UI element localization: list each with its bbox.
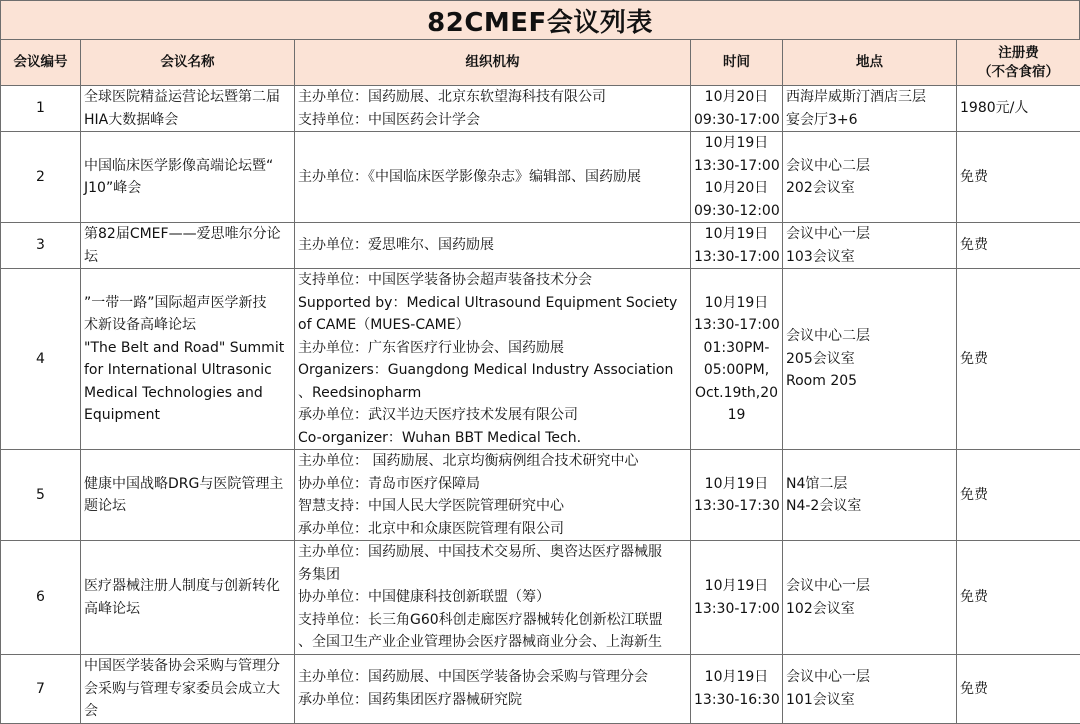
table-row [1,541,1080,655]
meeting-time-line: 10月19日 [694,666,779,689]
organizer-line: 务集团 [298,564,687,587]
meeting-time-line: 05:00PM, [694,359,779,382]
meeting-name-line: Medical Technologies and [84,382,291,405]
meeting-place-line: 会议中心一层 [786,575,953,598]
meeting-time-line: 01:30PM- [694,337,779,360]
organizers [295,223,691,269]
organizer-line: 主办单位：《中国临床医学影像杂志》编辑部、国药励展 [298,166,687,189]
meeting-name-line: for International Ultrasonic [84,359,291,382]
meeting-name-line: Equipment [84,404,291,427]
meeting-place-line: 西海岸威斯汀酒店三层 [786,86,953,109]
meeting-number: 6 [1,541,81,655]
header-no: 会议编号 [1,40,81,86]
meeting-name-line: J10”峰会 [84,177,291,200]
meeting-place-line: 会议中心二层 [786,155,953,178]
meeting-place [783,223,957,269]
organizer-line: 承办单位：国药集团医疗器械研究院 [298,689,687,712]
meeting-place-line: 202会议室 [786,177,953,200]
meeting-place [783,86,957,132]
meeting-time-line: Oct.19th,20 [694,382,779,405]
meeting-name-line: 第82届CMEF——爱思唯尔分论 [84,223,291,246]
meeting-number: 7 [1,655,81,724]
header-place: 地点 [783,40,957,86]
meeting-name-line: "The Belt and Road" Summit [84,337,291,360]
meeting-place [783,655,957,724]
meeting-name [81,223,295,269]
organizers [295,450,691,541]
registration-fee: 免费 [957,132,1080,223]
meeting-place-line: 103会议室 [786,246,953,269]
table-body [1,86,1080,724]
registration-fee: 免费 [957,450,1080,541]
organizer-line: Co-organizer：Wuhan BBT Medical Tech. [298,427,687,450]
meeting-time [691,450,783,541]
meeting-time-line: 13:30-17:30 [694,495,779,518]
meeting-number: 2 [1,132,81,223]
meeting-time [691,541,783,655]
meeting-time-line: 09:30-17:00 [694,109,779,132]
meeting-time [691,223,783,269]
table-row [1,450,1080,541]
organizer-line: 协办单位：青岛市医疗保障局 [298,473,687,496]
organizer-line: 主办单位：广东省医疗行业协会、国药励展 [298,337,687,360]
organizer-line: Organizers：Guangdong Medical Industry Association [298,359,687,382]
meeting-name-line: 术新设备高峰论坛 [84,314,291,337]
meeting-name-line: HIA大数据峰会 [84,109,291,132]
page-title: 82CMEF会议列表 [0,0,1080,39]
organizer-line: of CAME（MUES-CAME） [298,314,687,337]
registration-fee: 免费 [957,269,1080,450]
table-row [1,223,1080,269]
meeting-place [783,541,957,655]
header-fee-line2: （不含食宿） [960,63,1077,82]
meeting-time-line: 13:30-16:30 [694,689,779,712]
meeting-time-line: 13:30-17:00 [694,246,779,269]
organizer-line: 智慧支持：中国人民大学医院管理研究中心 [298,495,687,518]
meeting-place-line: 101会议室 [786,689,953,712]
meeting-time [691,655,783,724]
meeting-place [783,132,957,223]
organizer-line: 、全国卫生产业企业管理协会医疗器械商业分会、上海新生 [298,631,687,654]
meeting-name [81,86,295,132]
meeting-number: 1 [1,86,81,132]
meeting-time-line: 10月19日 [694,473,779,496]
table-row [1,132,1080,223]
meeting-time-line: 10月19日 [694,575,779,598]
meeting-time-line: 10月19日 [694,223,779,246]
meeting-name-line: 中国医学装备协会采购与管理分 [84,655,291,678]
header-org: 组织机构 [295,40,691,86]
meeting-name [81,132,295,223]
organizer-line: 协办单位：中国健康科技创新联盟（筹） [298,586,687,609]
registration-fee: 免费 [957,655,1080,724]
meeting-name [81,541,295,655]
meeting-name-line: 中国临床医学影像高端论坛暨“ [84,155,291,178]
meeting-place-line: N4-2会议室 [786,495,953,518]
organizers [295,269,691,450]
registration-fee: 免费 [957,541,1080,655]
meeting-time-line: 09:30-12:00 [694,200,779,223]
organizer-line: 主办单位：爱思唯尔、国药励展 [298,234,687,257]
meeting-number: 5 [1,450,81,541]
meeting-time [691,86,783,132]
meeting-time-line: 13:30-17:00 [694,598,779,621]
organizers [295,541,691,655]
organizer-line: 支持单位：中国医药会计学会 [298,109,687,132]
organizer-line: Supported by：Medical Ultrasound Equipment Society [298,292,687,315]
meeting-name-line: 会采购与管理专家委员会成立大 [84,678,291,701]
meeting-name-line: 会 [84,700,291,723]
meeting-place-line: 会议中心一层 [786,223,953,246]
meeting-table [0,39,1080,724]
meeting-name [81,655,295,724]
header-fee-line1: 注册费 [960,44,1077,63]
meeting-time-line: 10月20日 [694,86,779,109]
meeting-time-line: 10月20日 [694,177,779,200]
meeting-name-line: 坛 [84,246,291,269]
header-time: 时间 [691,40,783,86]
meeting-name-line: ”一带一路”国际超声医学新技 [84,292,291,315]
organizers [295,655,691,724]
meeting-place [783,450,957,541]
meeting-name-line: 全球医院精益运营论坛暨第二届 [84,86,291,109]
meeting-time-line: 19 [694,404,779,427]
table-row [1,86,1080,132]
meeting-place-line: N4馆二层 [786,473,953,496]
organizers [295,86,691,132]
organizer-line: 支持单位：中国医学装备协会超声装备技术分会 [298,269,687,292]
meeting-place [783,269,957,450]
organizer-line: 主办单位：国药励展、中国医学装备协会采购与管理分会 [298,666,687,689]
meeting-time-line: 13:30-17:00 [694,155,779,178]
meeting-number: 3 [1,223,81,269]
table-row [1,269,1080,450]
meeting-name-line: 医疗器械注册人制度与创新转化 [84,575,291,598]
meeting-time-line: 10月19日 [694,292,779,315]
meeting-time [691,132,783,223]
organizer-line: 主办单位： 国药励展、北京均衡病例组合技术研究中心 [298,450,687,473]
meeting-name-line: 题论坛 [84,495,291,518]
organizer-line: 承办单位：武汉半边天医疗技术发展有限公司 [298,404,687,427]
header-row [1,40,1080,86]
organizer-line: 主办单位：国药励展、中国技术交易所、奥咨达医疗器械服 [298,541,687,564]
registration-fee: 1980元/人 [957,86,1080,132]
meeting-place-line: 宴会厅3+6 [786,109,953,132]
header-fee [957,40,1080,86]
organizer-line: 承办单位：北京中和众康医院管理有限公司 [298,518,687,541]
organizer-line: 、Reedsinopharm [298,382,687,405]
meeting-name [81,269,295,450]
meeting-time-line: 10月19日 [694,132,779,155]
organizer-line: 主办单位：国药励展、北京东软望海科技有限公司 [298,86,687,109]
table-row [1,655,1080,724]
meeting-time [691,269,783,450]
meeting-name [81,450,295,541]
organizer-line: 支持单位：长三角G60科创走廊医疗器械转化创新松江联盟 [298,609,687,632]
meeting-name-line: 高峰论坛 [84,598,291,621]
meeting-place-line: Room 205 [786,370,953,393]
header-name: 会议名称 [81,40,295,86]
organizers [295,132,691,223]
meeting-place-line: 会议中心一层 [786,666,953,689]
meeting-place-line: 205会议室 [786,348,953,371]
registration-fee: 免费 [957,223,1080,269]
meeting-place-line: 会议中心二层 [786,325,953,348]
meeting-time-line: 13:30-17:00 [694,314,779,337]
meeting-place-line: 102会议室 [786,598,953,621]
meeting-number: 4 [1,269,81,450]
meeting-name-line: 健康中国战略DRG与医院管理主 [84,473,291,496]
